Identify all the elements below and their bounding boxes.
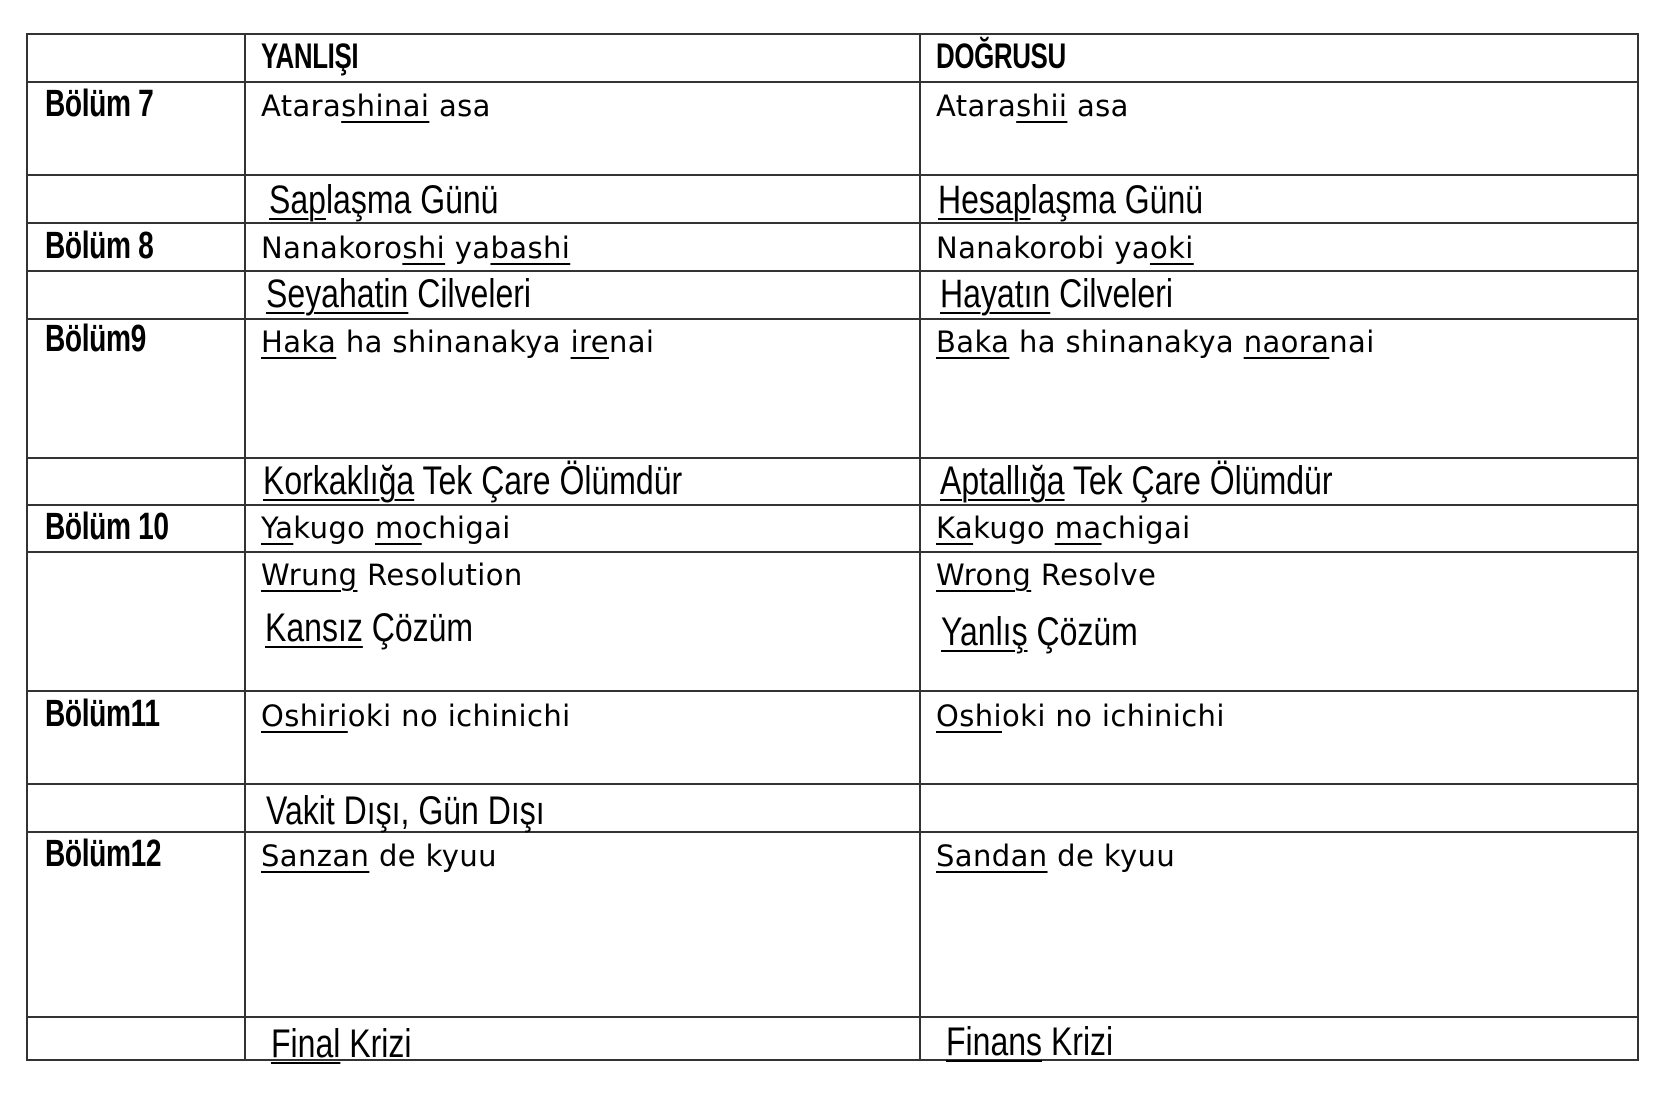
- wrong-romaji: Atarashinai asa: [261, 89, 491, 123]
- row-divider: [28, 222, 1637, 224]
- chapter-label: Bölüm 7: [45, 83, 154, 125]
- chapter-label: Bölüm11: [45, 693, 160, 735]
- wrong-turkish: Korkaklığa Tek Çare Ölümdür: [263, 459, 683, 503]
- row-divider: [28, 690, 1637, 692]
- chapter-label: Bölüm9: [45, 318, 146, 360]
- wrong-turkish: Vakit Dışı, Gün Dışı: [266, 789, 545, 833]
- wrong-turkish: Seyahatin Cilveleri: [266, 272, 532, 316]
- correct-turkish: Hayatın Cilveleri: [940, 272, 1173, 316]
- column-divider: [244, 35, 246, 1059]
- column-divider: [919, 35, 921, 1059]
- correct-romaji: Atarashii asa: [936, 89, 1129, 123]
- wrong-turkish: Saplaşma Günü: [269, 178, 499, 222]
- header-correct: DOĞRUSU: [936, 37, 1066, 76]
- row-divider: [28, 1016, 1637, 1018]
- correct-romaji: Baka ha shinanakya naoranai: [936, 325, 1375, 359]
- correct-romaji: Sandan de kyuu: [936, 839, 1176, 873]
- chapter-label: Bölüm12: [45, 833, 162, 875]
- correct-romaji: Nanakorobi yaoki: [936, 231, 1194, 265]
- wrong-romaji: Sanzan de kyuu: [261, 839, 497, 873]
- wrong-romaji: Yakugo mochigai: [261, 511, 511, 545]
- correct-turkish: Hesaplaşma Günü: [938, 178, 1204, 222]
- wrong-romaji: Nanakoroshi yabashi: [261, 231, 571, 265]
- wrong-romaji: Oshirioki no ichinichi: [261, 699, 571, 733]
- comparison-table: [26, 33, 1639, 1066]
- row-divider: [28, 783, 1637, 785]
- header-wrong: YANLIŞI: [261, 37, 359, 76]
- wrong-turkish: Final Krizi: [271, 1022, 412, 1066]
- correct-turkish: Yanlış Çözüm: [941, 610, 1138, 654]
- correct-romaji: Kakugo machigai: [936, 511, 1191, 545]
- correct-english: Wrong Resolve: [936, 558, 1157, 592]
- wrong-english: Wrung Resolution: [261, 558, 523, 592]
- row-divider: [28, 81, 1637, 83]
- row-divider: [28, 318, 1637, 320]
- correct-turkish: Finans Krizi: [946, 1020, 1114, 1064]
- chapter-label: Bölüm 8: [45, 225, 154, 267]
- wrong-turkish: Kansız Çözüm: [265, 606, 474, 650]
- chapter-label: Bölüm 10: [45, 506, 169, 548]
- row-divider: [28, 504, 1637, 506]
- correct-romaji: Oshioki no ichinichi: [936, 699, 1225, 733]
- row-divider: [28, 174, 1637, 176]
- wrong-romaji: Haka ha shinanakya irenai: [261, 325, 655, 359]
- row-divider: [28, 551, 1637, 553]
- correct-turkish: Aptallığa Tek Çare Ölümdür: [940, 459, 1333, 503]
